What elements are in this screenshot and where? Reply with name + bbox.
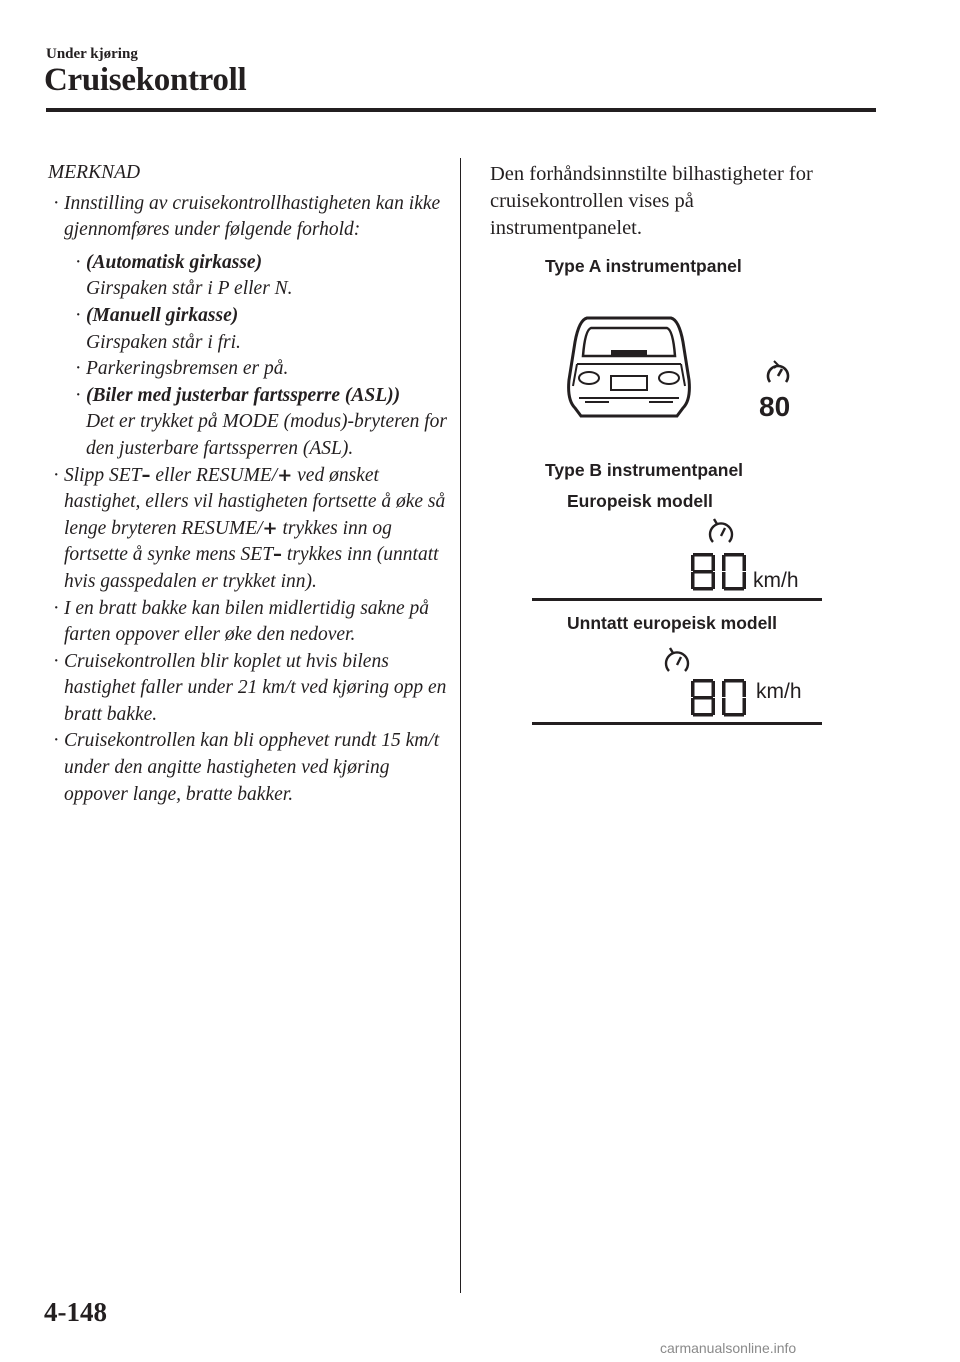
- note-heading: MERKNAD: [48, 162, 141, 183]
- sub-bullet-title: (Manuell girkasse): [86, 304, 239, 326]
- panel-underline: [532, 598, 822, 601]
- plus-symbol: +: [277, 464, 293, 486]
- digital-speed-80: [690, 552, 750, 592]
- sub-bullet-title: (Automatisk girkasse): [86, 251, 263, 273]
- minus-symbol: –: [141, 464, 151, 486]
- note-bullet-4: · Cruisekontrollen blir koplet ut hvis bilens hastighet faller under 21 km/t ved kjøring opp en bratt bakke.: [48, 649, 453, 729]
- text-part: eller RESUME/: [150, 464, 278, 486]
- text-part: ved ønsket hastighet, ellers vil hastigheten fortsette å øke så lenge bryteren RESUME/: [64, 464, 446, 539]
- sub-bullet-automatic: [70, 250, 453, 303]
- type-a-speed-value: 80: [759, 391, 791, 422]
- plus-symbol: +: [262, 517, 278, 539]
- note-bullet-1: · Innstilling av cruisekontrollhastigheten kan ikke gjennomføres under følgende forhold:: [48, 191, 453, 244]
- cruise-speed-icon: [764, 360, 792, 388]
- page-number: 4-148: [44, 1297, 107, 1327]
- sub-bullet-text: Girspaken står i P eller N.: [86, 278, 293, 300]
- text-part: trykkes inn og fortsette å synke mens SET: [64, 517, 392, 566]
- sub-bullet-text: Girspaken står i fri.: [86, 331, 241, 353]
- european-model-label: Europeisk modell: [567, 491, 713, 511]
- cruise-speed-icon: [706, 518, 736, 548]
- speed-unit: km/h: [756, 680, 802, 703]
- sub-bullet-title: (Biler med justerbar fartssperre (ASL)): [86, 384, 401, 406]
- digital-speed-80: [690, 678, 750, 718]
- cruise-speed-icon: [662, 647, 692, 677]
- title-rule: [46, 108, 876, 112]
- minus-symbol: –: [273, 544, 283, 566]
- watermark: carmanualsonline.info: [660, 1340, 797, 1356]
- page-title: Cruisekontroll: [44, 62, 247, 98]
- sub-bullet-text: Det er trykket på MODE (modus)-bryteren for den justerbare fartssperren (ASL).: [86, 411, 448, 459]
- panel-underline: [532, 722, 822, 725]
- note-bullet-5: · Cruisekontrollen kan bli opphevet rundt 15 km/t under den angitte hastigheten ved kjøring oppover lange, bratte bakker.: [48, 728, 453, 808]
- non-european-model-label: Unntatt europeisk modell: [567, 613, 778, 633]
- sub-bullet-parking-brake: · Parkeringsbremsen er på.: [70, 356, 453, 383]
- sub-bullet-manual: [70, 303, 453, 356]
- note-column: [48, 160, 453, 808]
- type-a-label: Type A instrumentpanel: [545, 256, 742, 276]
- column-divider: [460, 158, 461, 1293]
- type-b-label: Type B instrumentpanel: [545, 460, 744, 480]
- speed-unit: km/h: [753, 569, 799, 592]
- text-part: trykkes inn (unntatt hvis gasspedalen er trykket inn).: [64, 544, 439, 592]
- section-label: Under kjøring: [46, 46, 138, 62]
- car-rear-icon: [565, 312, 693, 420]
- note-bullet-3: · I en bratt bakke kan bilen midlertidig sakne på farten oppover eller øke den nedover.: [48, 596, 453, 649]
- sub-bullet-asl: [70, 383, 453, 463]
- note-bullet-2: [48, 463, 453, 596]
- intro-text: Den forhåndsinnstilte bilhastigheter for cruisekontrollen vises på instrumentpanelet.: [490, 163, 813, 239]
- text-part: Slipp SET: [64, 464, 142, 486]
